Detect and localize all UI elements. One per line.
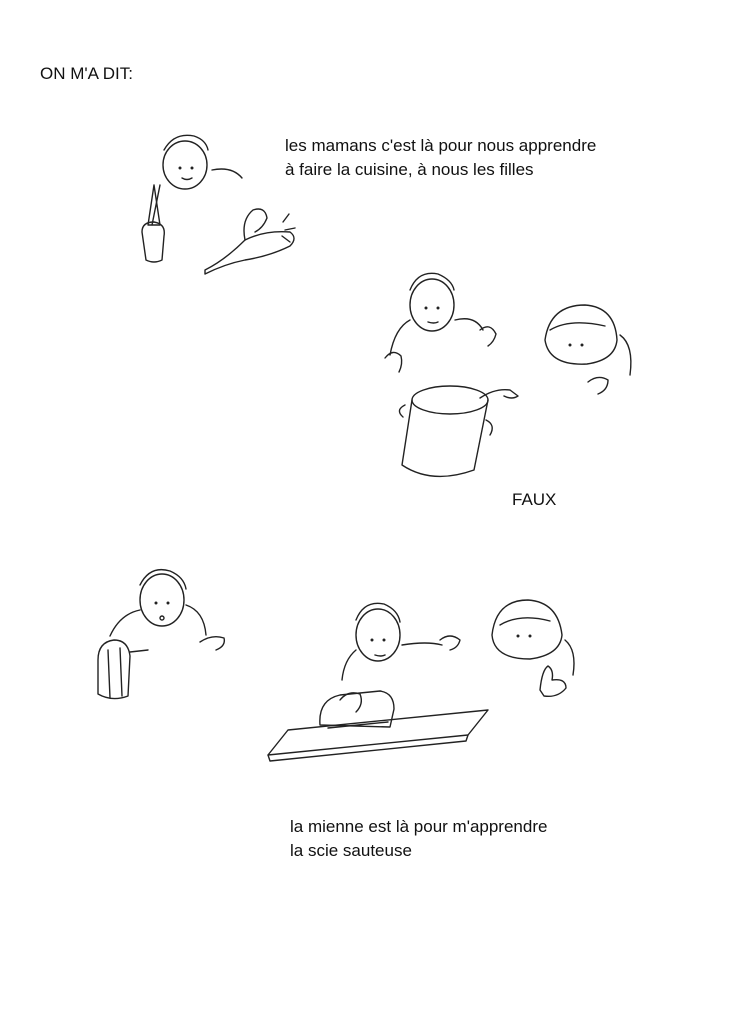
heading: ON M'A DIT:: [40, 64, 133, 83]
jigsaw-on-table-drawing: [268, 691, 488, 761]
caption-top-line-1: les mamans c'est là pour nous apprendre: [285, 136, 597, 155]
caption-bottom-line-2: la scie sauteuse: [290, 841, 412, 860]
girl-at-table-drawing: [492, 600, 574, 696]
kid-with-sander-drawing: [98, 570, 224, 699]
kid-at-pot-drawing: [385, 273, 496, 372]
cooking-pot-drawing: [399, 386, 518, 476]
kid-with-knife-drawing: [142, 135, 242, 262]
faux-label: FAUX: [512, 490, 557, 509]
caption-top-line-2: à faire la cuisine, à nous les filles: [285, 160, 534, 179]
chicken-drawing: [205, 209, 295, 274]
caption-bottom-line-1: la mienne est là pour m'apprendre: [290, 817, 548, 836]
kid-at-table-drawing: [342, 603, 460, 680]
girl-at-pot-drawing: [545, 305, 631, 394]
